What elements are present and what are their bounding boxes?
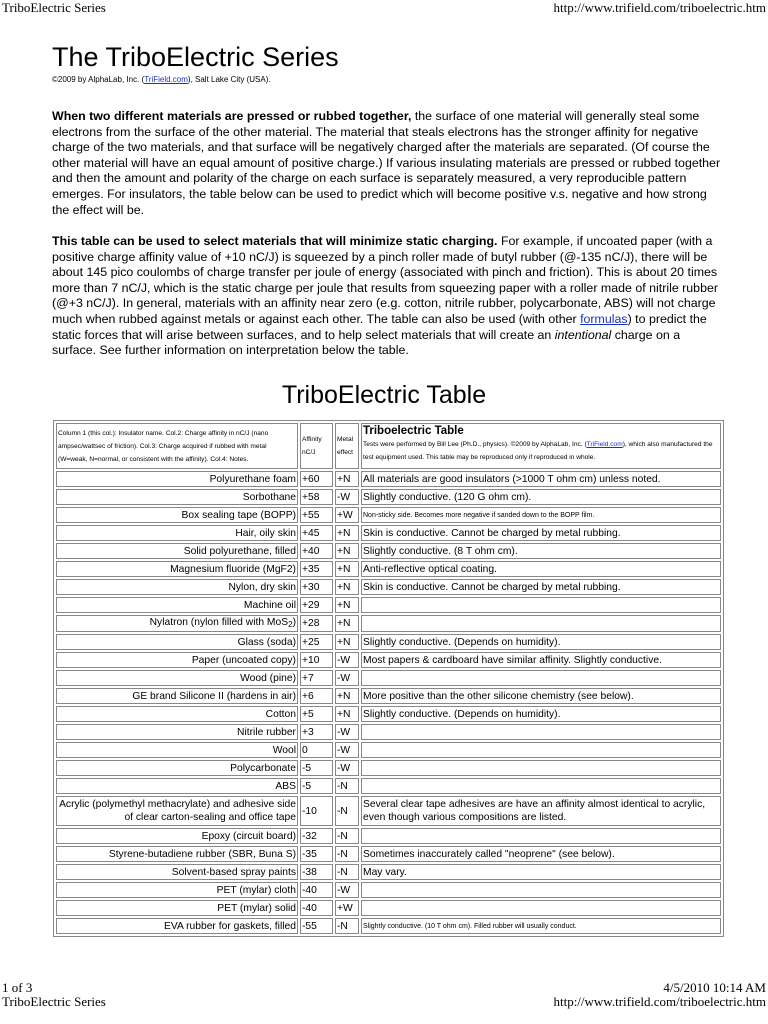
note xyxy=(361,760,721,776)
material-name: ABS xyxy=(56,778,298,794)
affinity-value: -38 xyxy=(300,864,333,880)
note: Most papers & cardboard have similar affinity. Slightly conductive. xyxy=(361,652,721,668)
note: Anti-reflective optical coating. xyxy=(361,561,721,577)
header-trifield-link[interactable]: TriField.com xyxy=(586,441,623,448)
affinity-value: +6 xyxy=(300,688,333,704)
metal-effect: +N xyxy=(335,471,359,487)
material-name: Polycarbonate xyxy=(56,760,298,776)
table-row xyxy=(56,489,721,505)
table-row xyxy=(56,525,721,541)
material-name: Polyurethane foam xyxy=(56,471,298,487)
table-row xyxy=(56,900,721,916)
material-name: Wool xyxy=(56,742,298,758)
note xyxy=(361,597,721,613)
intro-p1-bold: When two different materials are pressed or rubbed together, xyxy=(52,109,412,123)
note: All materials are good insulators (>1000 T ohm cm) unless noted. xyxy=(361,471,721,487)
material-name: Paper (uncoated copy) xyxy=(56,652,298,668)
triboelectric-table xyxy=(53,420,724,937)
note: Slightly conductive. (Depends on humidity). xyxy=(361,634,721,650)
note xyxy=(361,742,721,758)
print-header-title: TriboElectric Series xyxy=(2,0,106,15)
metal-effect: -N xyxy=(335,864,359,880)
table-row xyxy=(56,828,721,844)
material-name: Nylatron (nylon filled with MoS$_2$) xyxy=(56,615,298,632)
note: Non-sticky side. Becomes more negative if sanded down to the BOPP film. xyxy=(361,507,721,523)
affinity-value: -5 xyxy=(300,778,333,794)
header-col2: Affinity nC/J xyxy=(300,423,333,469)
material-name: Nitrile rubber xyxy=(56,724,298,740)
affinity-value: +10 xyxy=(300,652,333,668)
metal-effect: +N xyxy=(335,706,359,722)
metal-effect: -W xyxy=(335,760,359,776)
affinity-value: 0 xyxy=(300,742,333,758)
affinity-value: -40 xyxy=(300,900,333,916)
trifield-link[interactable]: TriField.com xyxy=(144,75,188,84)
metal-effect: -W xyxy=(335,652,359,668)
affinity-value: +28 xyxy=(300,615,333,632)
metal-effect: +N xyxy=(335,561,359,577)
intro-paragraph-2: This table can be used to select materials that will minimize static charging. For example, if uncoated paper (with a positive charge affinity value of +10 nC/J) is squeezed by a pinch roller made of butyl rubber (@-135 nC/J), there will be about 145 pico coulombs of charge transfer per joule of energy (associated with pinch and friction). This is about 20 times more than 7 nC/J, which is the static charge per joule that results from squeezing paper with a roller made of nitrile rubber (@+3 nC/J). In general, materials with an affinity near zero (e.g. cotton, nitrile rubber, polycarbonate, ABS) will not charge much when rubbed against metals or against each other. The table can also be used (with other formulas) to predict the static forces that will arise between surfaces, and to help select materials that will create an intentional charge on a surface. See further information on interpretation below the table. xyxy=(52,234,718,358)
header-col4: Triboelectric Table Tests were performed by Bill Lee (Ph.D., physics). ©2009 by AlphaLab, Inc. (TriField.com), which also manufactured the test equipment used. This table may be reproduced only if reproduced in whole. xyxy=(361,423,721,469)
copyright-line: ©2009 by AlphaLab, Inc. (TriField.com), Salt Lake City (USA). xyxy=(52,75,271,84)
note: Slightly conductive. (10 T ohm cm). Filled rubber will usually conduct. xyxy=(361,918,721,934)
table-row xyxy=(56,597,721,613)
print-footer-url: http://www.trifield.com/triboelectric.htm xyxy=(553,994,766,1009)
affinity-value: -55 xyxy=(300,918,333,934)
table-row xyxy=(56,688,721,704)
table-row xyxy=(56,760,721,776)
intro-paragraph-1: When two different materials are pressed or rubbed together, the surface of one material will generally steal some electrons from the surface of the other material. The material that steals electrons has the stronger affinity for negative charge of the two materials, and that surface will be negatively charged after the materials are separated. (Of course the other material will have an equal amount of positive charge.) If various insulating materials are pressed or rubbed together and then the amount and polarity of the charge on each surface is separately measured, a very reproducible pattern emerges. For insulators, the table below can be used to predict which will become positive v.s. negative and how strong the effect will be. xyxy=(52,109,721,217)
note: Skin is conductive. Cannot be charged by metal rubbing. xyxy=(361,579,721,595)
table-row xyxy=(56,918,721,934)
table-row xyxy=(56,543,721,559)
metal-effect: -N xyxy=(335,796,359,826)
material-name: Solid polyurethane, filled xyxy=(56,543,298,559)
metal-effect: +N xyxy=(335,634,359,650)
note: Sometimes inaccurately called "neoprene" (see below). xyxy=(361,846,721,862)
material-name: GE brand Silicone II (hardens in air) xyxy=(56,688,298,704)
affinity-value: -35 xyxy=(300,846,333,862)
intro-p2-bold: This table can be used to select materials that will minimize static charging. xyxy=(52,234,498,248)
note: May vary. xyxy=(361,864,721,880)
metal-effect: -W xyxy=(335,489,359,505)
note xyxy=(361,670,721,686)
note xyxy=(361,882,721,898)
affinity-value: +5 xyxy=(300,706,333,722)
table-row xyxy=(56,742,721,758)
affinity-value: +35 xyxy=(300,561,333,577)
material-name: Sorbothane xyxy=(56,489,298,505)
metal-effect: -N xyxy=(335,846,359,862)
affinity-value: -10 xyxy=(300,796,333,826)
affinity-value: +30 xyxy=(300,579,333,595)
print-header-url: http://www.trifield.com/triboelectric.htm xyxy=(553,0,766,15)
note xyxy=(361,615,721,632)
formulas-link[interactable]: formulas xyxy=(580,311,628,326)
print-footer-title: TriboElectric Series xyxy=(2,994,106,1009)
affinity-value: +29 xyxy=(300,597,333,613)
material-name: Glass (soda) xyxy=(56,634,298,650)
material-name: Styrene-butadiene rubber (SBR, Buna S) xyxy=(56,846,298,862)
table-row xyxy=(56,507,721,523)
metal-effect: +W xyxy=(335,507,359,523)
material-name: Acrylic (polymethyl methacrylate) and adhesive side of clear carton-sealing and office tape xyxy=(56,796,298,826)
affinity-value: -32 xyxy=(300,828,333,844)
note xyxy=(361,724,721,740)
affinity-value: +7 xyxy=(300,670,333,686)
note xyxy=(361,778,721,794)
material-name: Cotton xyxy=(56,706,298,722)
material-name: Epoxy (circuit board) xyxy=(56,828,298,844)
table-row xyxy=(56,579,721,595)
affinity-value: +55 xyxy=(300,507,333,523)
material-name: PET (mylar) cloth xyxy=(56,882,298,898)
affinity-value: +60 xyxy=(300,471,333,487)
note: Slightly conductive. (Depends on humidity). xyxy=(361,706,721,722)
note: Slightly conductive. (120 G ohm cm). xyxy=(361,489,721,505)
table-header-row xyxy=(56,423,721,469)
note xyxy=(361,828,721,844)
metal-effect: +N xyxy=(335,579,359,595)
affinity-value: -5 xyxy=(300,760,333,776)
note xyxy=(361,900,721,916)
metal-effect: +N xyxy=(335,597,359,613)
metal-effect: +N xyxy=(335,688,359,704)
metal-effect: -N xyxy=(335,828,359,844)
table-row xyxy=(56,864,721,880)
metal-effect: +W xyxy=(335,900,359,916)
header-col3: Metal effect xyxy=(335,423,359,469)
note: Slightly conductive. (8 T ohm cm). xyxy=(361,543,721,559)
header-col1: Column 1 (this col.): Insulator name. Col.2: Charge affinity in nC/J (nano ampsec/wattsec of friction). Col.3: Charge acquired if rubbed with metal (W=weak, N=normal, or consistent with the affinity). Col.4: Notes. xyxy=(56,423,298,469)
table-title: TriboElectric Table xyxy=(281,381,487,409)
print-footer-datetime: 4/5/2010 10:14 AM xyxy=(663,980,766,995)
table-row xyxy=(56,706,721,722)
table-row xyxy=(56,846,721,862)
material-name: Nylon, dry skin xyxy=(56,579,298,595)
affinity-value: +45 xyxy=(300,525,333,541)
metal-effect: -W xyxy=(335,882,359,898)
metal-effect: -W xyxy=(335,724,359,740)
affinity-value: +3 xyxy=(300,724,333,740)
metal-effect: -N xyxy=(335,778,359,794)
table-row xyxy=(56,670,721,686)
material-name: Hair, oily skin xyxy=(56,525,298,541)
table-row xyxy=(56,652,721,668)
material-name: PET (mylar) solid xyxy=(56,900,298,916)
table-row xyxy=(56,778,721,794)
metal-effect: +N xyxy=(335,543,359,559)
affinity-value: +25 xyxy=(300,634,333,650)
table-row xyxy=(56,615,721,632)
metal-effect: -N xyxy=(335,918,359,934)
table-row xyxy=(56,634,721,650)
metal-effect: +N xyxy=(335,525,359,541)
print-footer-page-count: 1 of 3 xyxy=(2,980,33,995)
table-row xyxy=(56,882,721,898)
table-row xyxy=(56,796,721,826)
table-row xyxy=(56,471,721,487)
affinity-value: +58 xyxy=(300,489,333,505)
material-name: Magnesium fluoride (MgF2) xyxy=(56,561,298,577)
material-name: Box sealing tape (BOPP) xyxy=(56,507,298,523)
note: More positive than the other silicone chemistry (see below). xyxy=(361,688,721,704)
note: Several clear tape adhesives are have an affinity almost identical to acrylic, even though various compositions are listed. xyxy=(361,796,721,826)
material-name: EVA rubber for gaskets, filled xyxy=(56,918,298,934)
affinity-value: -40 xyxy=(300,882,333,898)
metal-effect: -W xyxy=(335,742,359,758)
material-name: Solvent-based spray paints xyxy=(56,864,298,880)
table-row xyxy=(56,724,721,740)
metal-effect: -W xyxy=(335,670,359,686)
affinity-value: +40 xyxy=(300,543,333,559)
material-name: Machine oil xyxy=(56,597,298,613)
note: Skin is conductive. Cannot be charged by metal rubbing. xyxy=(361,525,721,541)
material-name: Wood (pine) xyxy=(56,670,298,686)
page-title: The TriboElectric Series xyxy=(52,42,339,72)
table-row xyxy=(56,561,721,577)
metal-effect: +N xyxy=(335,615,359,632)
